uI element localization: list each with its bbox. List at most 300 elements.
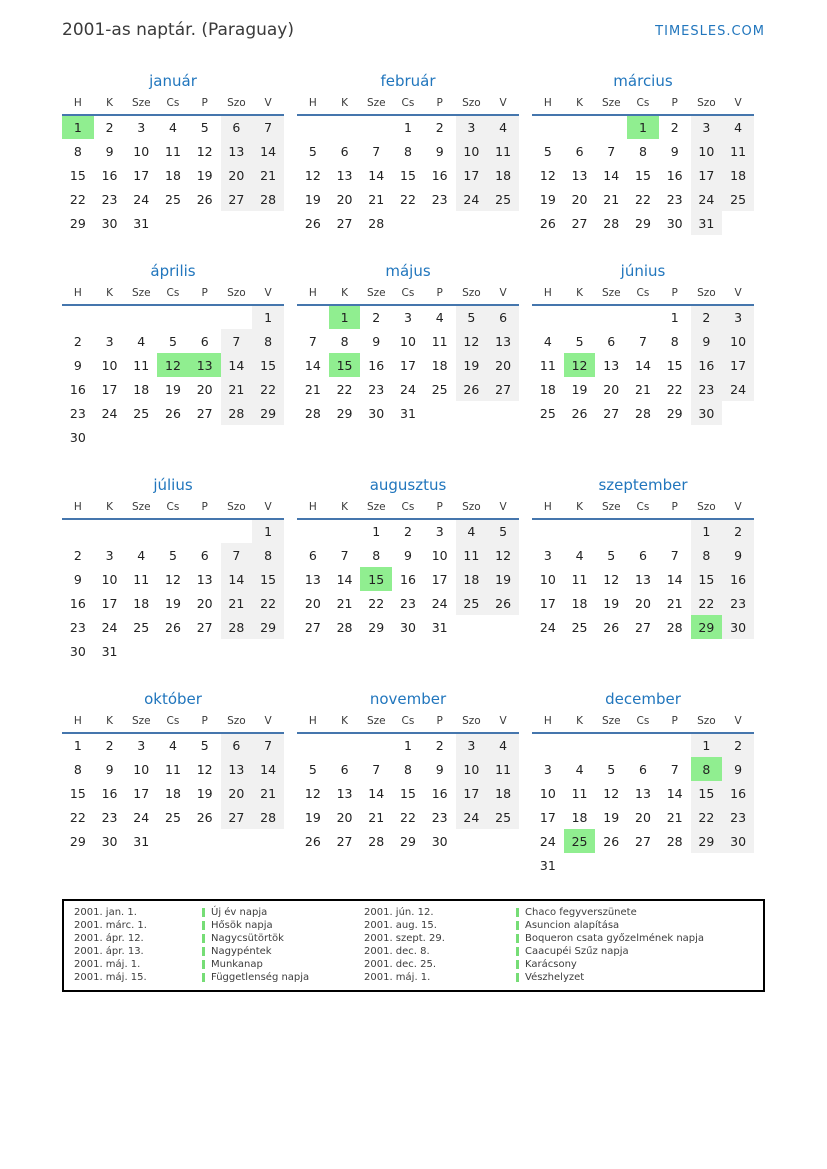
day-cell: 18 [133,381,150,397]
day-cell: 30 [691,401,723,425]
month-table [532,713,754,877]
weekday-header: H [532,499,564,519]
month-február [297,72,519,235]
legend-bar-icon [516,947,519,956]
day-cell: 14 [336,571,353,587]
day-cell: 2 [372,310,381,325]
day-cell: 30 [101,215,118,231]
day-cell [487,615,519,639]
weekday-header: Sze [360,713,392,733]
day-cell: 22 [69,809,86,825]
day-cell: 25 [165,809,181,825]
weekday-header: Sze [125,713,157,733]
day-cell: 24 [691,187,723,211]
day-cell: 7 [308,333,317,349]
day-cell [252,425,284,449]
day-cell [456,211,488,235]
day-cell: 26 [196,809,213,825]
day-cell: 30 [101,833,118,849]
day-cell [659,853,691,877]
brand-link[interactable]: TIMESLES.COM [655,24,765,39]
legend-date: 2001. máj. 15. [74,972,147,983]
day-cell: 2 [670,120,679,135]
day-cell: 15 [635,167,651,183]
day-cell: 2 [105,738,114,753]
weekday-header: V [252,499,284,519]
day-cell: 23 [69,619,86,635]
day-cell: 26 [571,405,588,421]
day-cell-holiday: 13 [189,353,221,377]
weekday-header: Szo [456,499,488,519]
day-cell-holiday: 29 [691,615,723,639]
day-cell: 6 [487,305,519,329]
day-cell: 6 [638,761,647,777]
day-cell: 22 [252,591,284,615]
day-cell: 7 [252,733,284,757]
day-cell: 3 [543,547,552,563]
page-header [62,20,765,40]
day-cell: 19 [196,167,213,183]
day-cell: 2 [691,305,723,329]
day-cell: 9 [435,761,444,777]
day-cell: 4 [435,310,444,325]
day-cell: 27 [635,833,651,849]
day-cell: 16 [431,785,448,801]
weekday-header: P [189,713,221,733]
day-cell: 3 [403,310,412,325]
day-cell: 19 [165,381,181,397]
day-cell [189,829,221,853]
weekday-header: V [722,713,754,733]
day-cell: 28 [368,215,385,231]
legend-holiday-label: Munkanap [202,958,364,971]
day-cell: 25 [487,187,519,211]
day-cell: 26 [487,591,519,615]
day-cell: 16 [69,595,86,611]
day-cell [329,519,361,543]
day-cell: 8 [73,143,82,159]
day-cell: 6 [638,547,647,563]
day-cell: 2 [73,547,82,563]
day-cell: 2 [105,120,114,135]
day-cell: 21 [635,381,651,397]
day-cell-holiday: 1 [627,115,659,139]
day-cell: 21 [336,595,353,611]
month-január [62,72,284,235]
weekday-header: K [94,285,126,305]
day-cell: 15 [252,353,284,377]
day-cell: 15 [252,567,284,591]
weekday-header: Szo [691,285,723,305]
day-cell: 16 [722,781,754,805]
months-grid [62,72,765,877]
day-cell: 14 [252,757,284,781]
day-cell: 21 [252,163,284,187]
day-cell: 27 [304,619,321,635]
weekday-header: H [297,285,329,305]
weekday-header: V [487,713,519,733]
day-cell: 24 [101,405,118,421]
day-cell: 5 [575,333,584,349]
day-cell: 23 [101,809,118,825]
day-cell: 24 [722,377,754,401]
weekday-header: Szo [221,95,253,115]
day-cell: 17 [539,595,556,611]
weekday-header: V [252,713,284,733]
day-cell: 10 [133,143,150,159]
day-cell: 28 [252,187,284,211]
day-cell [189,425,221,449]
day-cell: 20 [196,381,213,397]
day-cell: 10 [400,333,416,349]
day-cell: 18 [165,785,181,801]
day-cell: 11 [487,139,519,163]
day-cell [532,519,564,543]
day-cell: 7 [670,761,679,777]
day-cell: 8 [670,333,679,349]
day-cell: 16 [431,167,448,183]
day-cell: 9 [73,357,82,373]
month-title: november [369,690,447,708]
legend-bar-icon [516,908,519,917]
day-cell: 27 [336,833,353,849]
day-cell: 18 [539,381,556,397]
day-cell: 23 [101,191,118,207]
day-cell: 3 [456,115,488,139]
day-cell: 22 [400,191,416,207]
day-cell: 28 [221,401,253,425]
day-cell [487,211,519,235]
day-cell [157,425,189,449]
month-title: augusztus [369,476,447,494]
day-cell: 25 [165,191,181,207]
month-table [297,95,519,235]
day-cell: 16 [101,167,118,183]
day-cell [189,211,221,235]
day-cell: 20 [487,353,519,377]
day-cell: 6 [340,143,349,159]
month-szeptember [532,476,754,639]
legend-holiday-label: Vészhelyzet [516,971,755,984]
weekday-header: V [252,95,284,115]
weekday-header: Sze [125,95,157,115]
month-table [297,285,519,425]
day-cell: 20 [221,163,253,187]
day-cell: 30 [69,643,86,659]
day-cell: 27 [571,215,588,231]
day-cell: 30 [400,619,416,635]
day-cell: 13 [487,329,519,353]
day-cell: 14 [635,357,651,373]
day-cell: 20 [336,191,353,207]
day-cell: 21 [368,191,385,207]
day-cell: 24 [133,191,150,207]
weekday-header: H [62,499,94,519]
day-cell: 17 [456,781,488,805]
day-cell: 19 [304,809,321,825]
weekday-header: K [564,713,596,733]
day-cell: 22 [336,381,353,397]
day-cell: 5 [456,305,488,329]
day-cell: 19 [196,785,213,801]
day-cell: 31 [539,857,556,873]
day-cell: 19 [304,191,321,207]
month-június [532,262,754,425]
day-cell: 3 [105,547,114,563]
day-cell: 2 [435,120,444,135]
legend-date: 2001. dec. 25. [364,959,437,970]
month-december [532,690,754,877]
day-cell: 21 [368,809,385,825]
day-cell: 11 [722,139,754,163]
day-cell: 8 [340,333,349,349]
day-cell: 7 [670,547,679,563]
day-cell: 29 [69,833,86,849]
day-cell: 9 [435,143,444,159]
day-cell: 14 [252,139,284,163]
legend-bar-icon [516,921,519,930]
day-cell [722,211,754,235]
day-cell: 4 [168,120,177,135]
month-table [532,95,754,235]
weekday-header: Szo [456,713,488,733]
day-cell [595,305,627,329]
day-cell [125,519,157,543]
day-cell: 9 [105,761,114,777]
day-cell: 17 [722,353,754,377]
day-cell: 12 [196,761,213,777]
day-cell: 21 [221,591,253,615]
day-cell: 12 [456,329,488,353]
day-cell: 29 [252,615,284,639]
day-cell: 5 [607,761,616,777]
day-cell [564,853,596,877]
day-cell: 26 [603,833,620,849]
day-cell [189,519,221,543]
legend-bar-icon [202,908,205,917]
day-cell: 23 [431,809,448,825]
month-table [62,95,284,235]
month-október [62,690,284,853]
weekday-header: P [424,713,456,733]
day-cell: 22 [691,591,723,615]
day-cell: 3 [543,761,552,777]
day-cell: 9 [722,757,754,781]
day-cell: 17 [691,163,723,187]
day-cell [564,305,596,329]
legend-date: 2001. jan. 1. [74,907,137,918]
weekday-header: Cs [157,713,189,733]
legend-holiday-label: Boqueron csata győzelmének napja [516,932,755,945]
weekday-header: P [659,499,691,519]
day-cell: 10 [691,139,723,163]
day-cell: 28 [336,619,353,635]
day-cell [221,519,253,543]
day-cell: 17 [456,163,488,187]
day-cell: 22 [400,809,416,825]
day-cell [157,639,189,663]
day-cell-holiday: 15 [329,353,361,377]
day-cell: 21 [666,809,683,825]
day-cell: 23 [69,405,86,421]
day-cell: 26 [165,405,181,421]
day-cell: 12 [304,167,321,183]
day-cell: 12 [165,571,181,587]
day-cell: 1 [252,519,284,543]
month-title: december [605,690,681,708]
day-cell: 16 [666,167,683,183]
day-cell: 13 [196,571,213,587]
day-cell: 26 [603,619,620,635]
day-cell: 13 [635,785,651,801]
day-cell [627,853,659,877]
day-cell: 15 [691,781,723,805]
day-cell: 14 [368,785,385,801]
weekday-header: K [564,285,596,305]
day-cell: 1 [670,310,679,325]
day-cell [532,733,564,757]
month-augusztus [297,476,519,639]
day-cell [360,115,392,139]
weekday-header: K [329,95,361,115]
weekday-header: H [532,713,564,733]
day-cell: 4 [137,333,146,349]
day-cell: 30 [69,429,86,445]
weekday-header: K [329,285,361,305]
day-cell: 3 [691,115,723,139]
day-cell: 23 [431,191,448,207]
day-cell: 20 [603,381,620,397]
day-cell: 11 [165,761,181,777]
day-cell: 24 [539,619,556,635]
day-cell: 23 [666,191,683,207]
day-cell: 22 [69,191,86,207]
weekday-header: H [297,499,329,519]
weekday-header: Cs [627,713,659,733]
day-cell [221,639,253,663]
day-cell: 11 [133,357,150,373]
day-cell [297,115,329,139]
day-cell: 13 [635,571,651,587]
day-cell: 21 [304,381,321,397]
weekday-header: K [329,499,361,519]
month-table [62,499,284,663]
day-cell: 23 [722,805,754,829]
day-cell: 16 [691,353,723,377]
day-cell [189,305,221,329]
month-table [62,285,284,449]
day-cell [360,733,392,757]
day-cell: 2 [722,733,754,757]
day-cell: 20 [336,809,353,825]
day-cell [297,519,329,543]
day-cell: 6 [575,143,584,159]
legend-grid [74,906,755,984]
day-cell [221,305,253,329]
day-cell: 4 [575,547,584,563]
day-cell [722,853,754,877]
day-cell: 16 [69,381,86,397]
day-cell: 1 [691,519,723,543]
day-cell: 11 [165,143,181,159]
weekday-header: K [94,713,126,733]
day-cell [94,519,126,543]
day-cell [487,829,519,853]
day-cell: 19 [487,567,519,591]
day-cell: 4 [543,333,552,349]
day-cell: 6 [200,547,209,563]
day-cell [424,401,456,425]
day-cell: 11 [571,785,588,801]
page-title: 2001-as naptár. (Paraguay) [62,20,294,40]
day-cell [691,853,723,877]
weekday-header: K [94,499,126,519]
day-cell: 10 [539,571,556,587]
weekday-header: Sze [125,499,157,519]
day-cell: 23 [691,377,723,401]
weekday-header: Szo [456,285,488,305]
weekday-header: Sze [360,499,392,519]
legend-holiday-label: Caacupéi Szűz napja [516,945,755,958]
day-cell: 25 [487,805,519,829]
weekday-header: V [487,285,519,305]
day-cell: 2 [722,519,754,543]
weekday-header: Cs [157,285,189,305]
weekday-header: P [424,285,456,305]
day-cell: 11 [487,757,519,781]
day-cell [62,519,94,543]
legend-bar-icon [202,947,205,956]
month-table [532,285,754,425]
weekday-header: Sze [360,95,392,115]
day-cell: 7 [607,143,616,159]
day-cell-holiday: 15 [360,567,392,591]
day-cell: 4 [722,115,754,139]
weekday-header: V [722,499,754,519]
weekday-header: V [722,285,754,305]
day-cell: 10 [133,761,150,777]
day-cell [157,519,189,543]
day-cell [595,733,627,757]
day-cell: 7 [221,329,253,353]
weekday-header: H [62,713,94,733]
month-április [62,262,284,449]
weekday-header: Sze [595,285,627,305]
day-cell: 20 [221,781,253,805]
month-title: január [149,72,197,90]
day-cell: 18 [165,167,181,183]
weekday-header: H [297,95,329,115]
day-cell: 28 [304,405,321,421]
day-cell: 9 [73,571,82,587]
day-cell [221,425,253,449]
weekday-header: Cs [157,499,189,519]
day-cell: 8 [403,761,412,777]
day-cell: 5 [543,143,552,159]
month-table [532,499,754,639]
day-cell [125,639,157,663]
day-cell: 3 [105,333,114,349]
day-cell: 22 [368,595,385,611]
day-cell [456,615,488,639]
day-cell: 20 [571,191,588,207]
day-cell: 18 [487,163,519,187]
weekday-header: P [659,285,691,305]
legend-bar-icon [202,921,205,930]
day-cell: 31 [133,215,150,231]
day-cell [392,211,424,235]
day-cell [252,829,284,853]
